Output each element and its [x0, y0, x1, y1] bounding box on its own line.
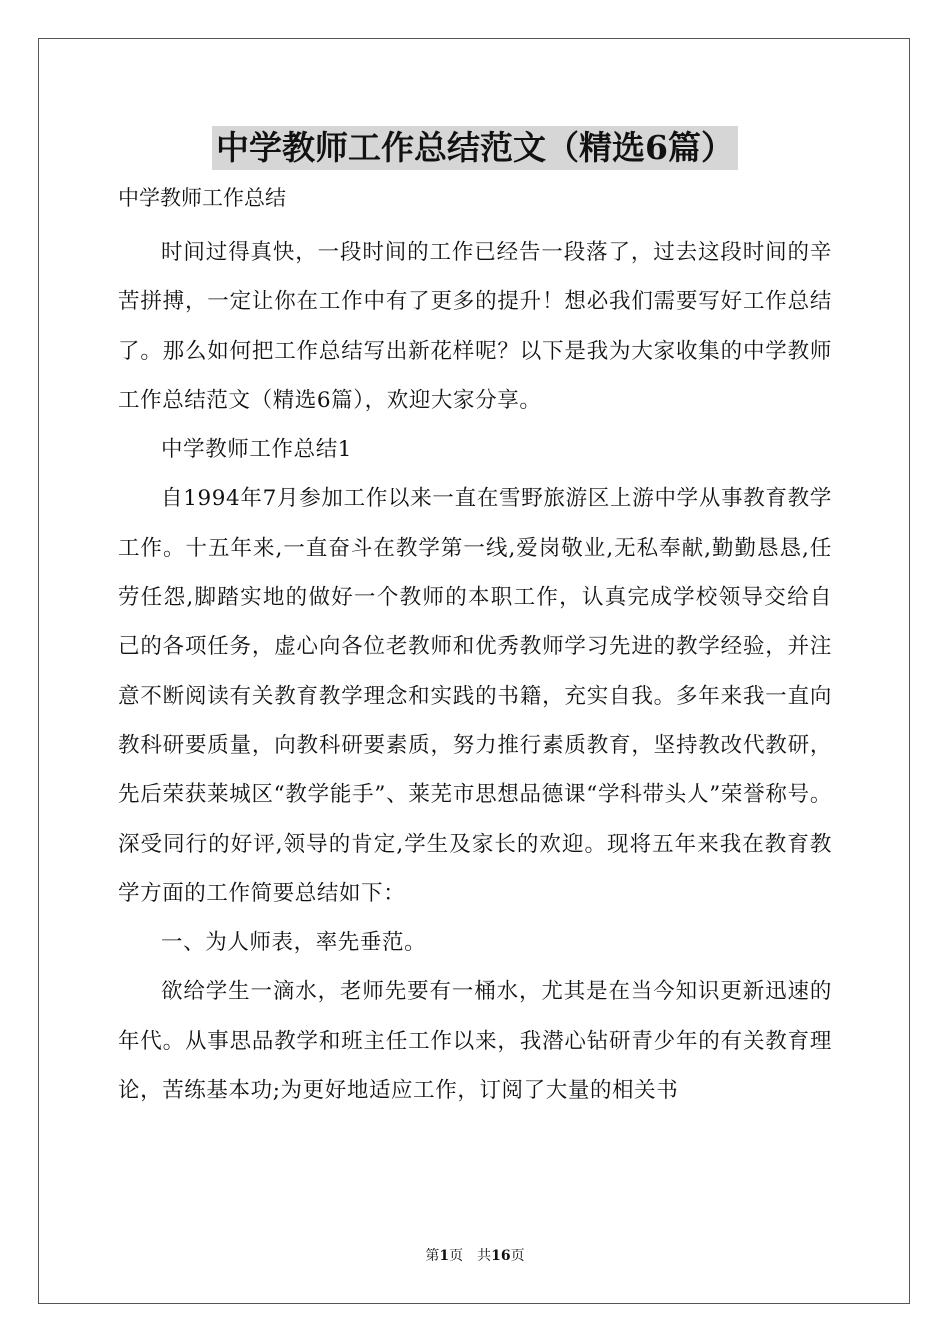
page-footer	[0, 1246, 950, 1266]
page-prefix: 第	[425, 1248, 440, 1264]
page-unit: 页	[449, 1248, 464, 1264]
section-point-1: 一、为人师表，率先垂范。	[161, 930, 427, 956]
page-current: 1	[439, 1248, 450, 1264]
title-container	[0, 126, 950, 170]
document-subtitle: 中学教师工作总结	[118, 186, 286, 210]
paragraph-intro: 时间过得真快，一段时间的工作已经告一段落了，过去这段时间的辛苦拼搏，一定让你在工作中有了更多的提升！想必我们需要写好工作总结了。那么如何把工作总结写出新花样呢？以下是我为大家收集的中学教师工作总结范文（精选6篇），欢迎大家分享。	[118, 240, 832, 413]
section-heading-1: 中学教师工作总结1	[161, 437, 353, 463]
total-prefix: 共	[477, 1248, 492, 1264]
total-unit: 页	[510, 1248, 525, 1264]
document-body	[118, 228, 832, 1115]
paragraph-summary-1: 自1994年7月参加工作以来一直在雪野旅游区上游中学从事教育教学工作。十五年来,一直奋斗在教学第一线,爱岗敬业,无私奉献,勤勤恳恳,任劳任怨,脚踏实地的做好一个教师的本职工作，认真完成学校领导交给自己的各项任务，虚心向各位老教师和优秀教师学习先进的教学经验，并注意不断阅读有关教育教学理念和实践的书籍，充实自我。多年来我一直向教科研要质量，向教科研要素质，努力推行素质教育，坚持教改代教研，先后荣获莱城区“教学能手”、莱芜市思想品德课“学科带头人”荣誉称号。深受同行的好评,领导的肯定,学生及家长的欢迎。现将五年来我在教育教学方面的工作简要总结如下：	[118, 486, 832, 906]
paragraph-point-1: 欲给学生一滴水，老师先要有一桶水，尤其是在当今知识更新迅速的年代。从事思品教学和班主任工作以来，我潜心钻研青少年的有关教育理论，苦练基本功;为更好地适应工作，订阅了大量的相关书	[118, 979, 832, 1104]
document-title: 中学教师工作总结范文（精选6篇）	[212, 126, 738, 170]
page-total: 16	[491, 1248, 511, 1264]
